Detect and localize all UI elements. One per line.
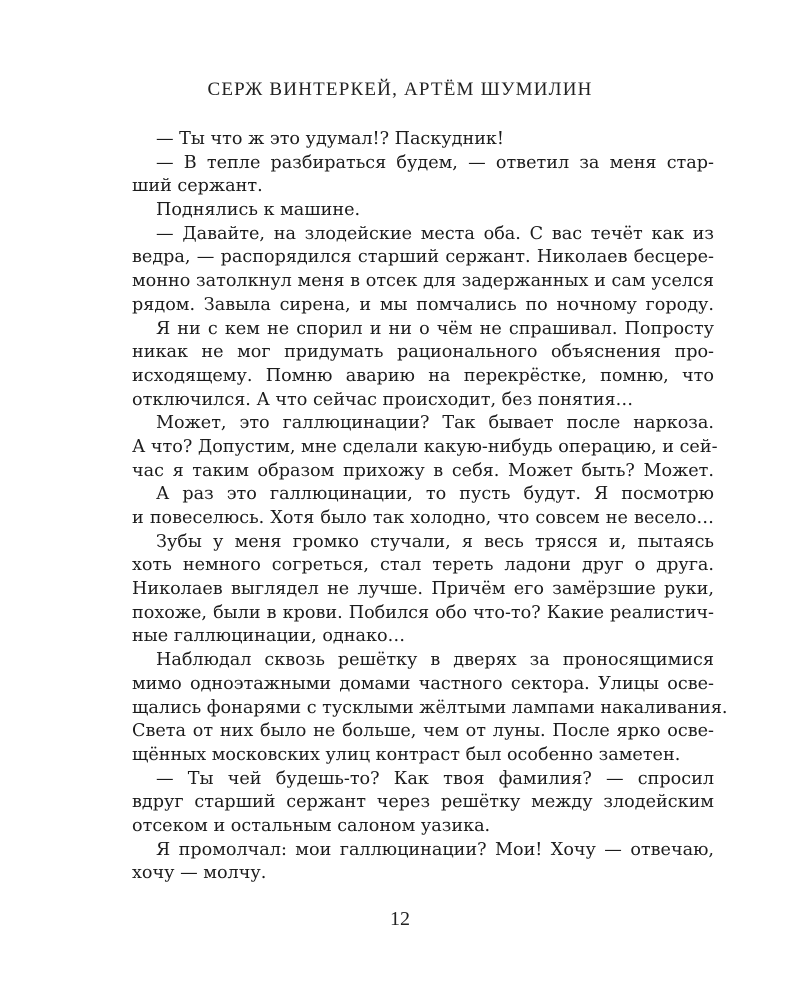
text-line: монно затолкнул меня в отсек для задержанных и сам уселся — [132, 271, 714, 292]
text-line: щались фонарями с тусклыми жёлтыми лампами накаливания. — [132, 697, 728, 718]
text-line: Я ни с кем не спорил и ни о чём не спрашивал. Попросту — [156, 318, 714, 339]
text-line: вдруг старший сержант через решётку между злодейским — [132, 792, 714, 813]
text-line: Я промолчал: мои галлюцинации? Мои! Хочу — отвечаю, — [156, 839, 714, 860]
text-line: — Ты чей будешь-то? Как твоя фамилия? — спросил — [156, 768, 714, 789]
text-line: и повеселюсь. Хотя было так холодно, что совсем не весело… — [132, 508, 714, 528]
text-line: рядом. Завыла сирена, и мы помчались по ночному городу. — [132, 294, 714, 315]
text-line: час я таким образом прихожу в себя. Может быть? Может. — [132, 460, 714, 481]
text-line: отсеком и остальным салоном уазика. — [132, 815, 491, 836]
text-line: А раз это галлюцинации, то пусть будут. Я посмотрю — [156, 484, 714, 505]
text-line: — Ты что ж это удумал!? Паскудник! — [156, 129, 504, 149]
text-line: — В тепле разбираться будем, — ответил за меня стар- — [156, 152, 714, 173]
body-text — [132, 128, 728, 886]
text-line: ные галлюцинации, однако… — [132, 626, 406, 647]
text-line: исходящему. Помню аварию на перекрёстке, помню, что — [132, 365, 714, 386]
text-line: отключился. А что сейчас происходит, без понятия… — [132, 389, 634, 410]
text-line: А что? Допустим, мне сделали какую-нибудь операцию, и сей- — [132, 436, 718, 457]
page-number: 12 — [390, 908, 410, 930]
text-line: хочу — молчу. — [132, 863, 267, 884]
text-line: ший сержант. — [132, 176, 263, 197]
text-line: Наблюдал сквозь решётку в дверях за проносящимися — [156, 650, 714, 671]
text-line: щённых московских улиц контраст был особенно заметен. — [132, 744, 681, 765]
text-line: мимо одноэтажными домами частного сектора. Улицы осве- — [132, 673, 714, 694]
running-head: СЕРЖ ВИНТЕРКЕЙ, АРТЁМ ШУМИЛИН — [207, 79, 593, 100]
text-line: — Давайте, на злодейские места оба. С вас течёт как из — [156, 223, 714, 244]
text-line: хоть немного согреться, стал тереть ладони друг о друга. — [132, 555, 714, 576]
text-line: Зубы у меня громко стучали, я весь трясся и, пытаясь — [156, 531, 714, 552]
text-line: Николаев выглядел не лучше. Причём его замёрзшие руки, — [132, 579, 714, 600]
text-line: Поднялись к машине. — [156, 200, 361, 221]
text-line: ведра, — распорядился старший сержант. Николаев бесцере- — [132, 247, 714, 268]
text-line: похоже, были в крови. Побился обо что-то? Какие реалистич- — [132, 602, 714, 623]
text-line: Может, это галлюцинации? Так бывает после наркоза. — [156, 413, 714, 434]
text-line: Света от них было не больше, чем от луны. После ярко осве- — [132, 721, 714, 742]
text-line: никак не мог придумать рационального объяснения про- — [132, 342, 714, 363]
